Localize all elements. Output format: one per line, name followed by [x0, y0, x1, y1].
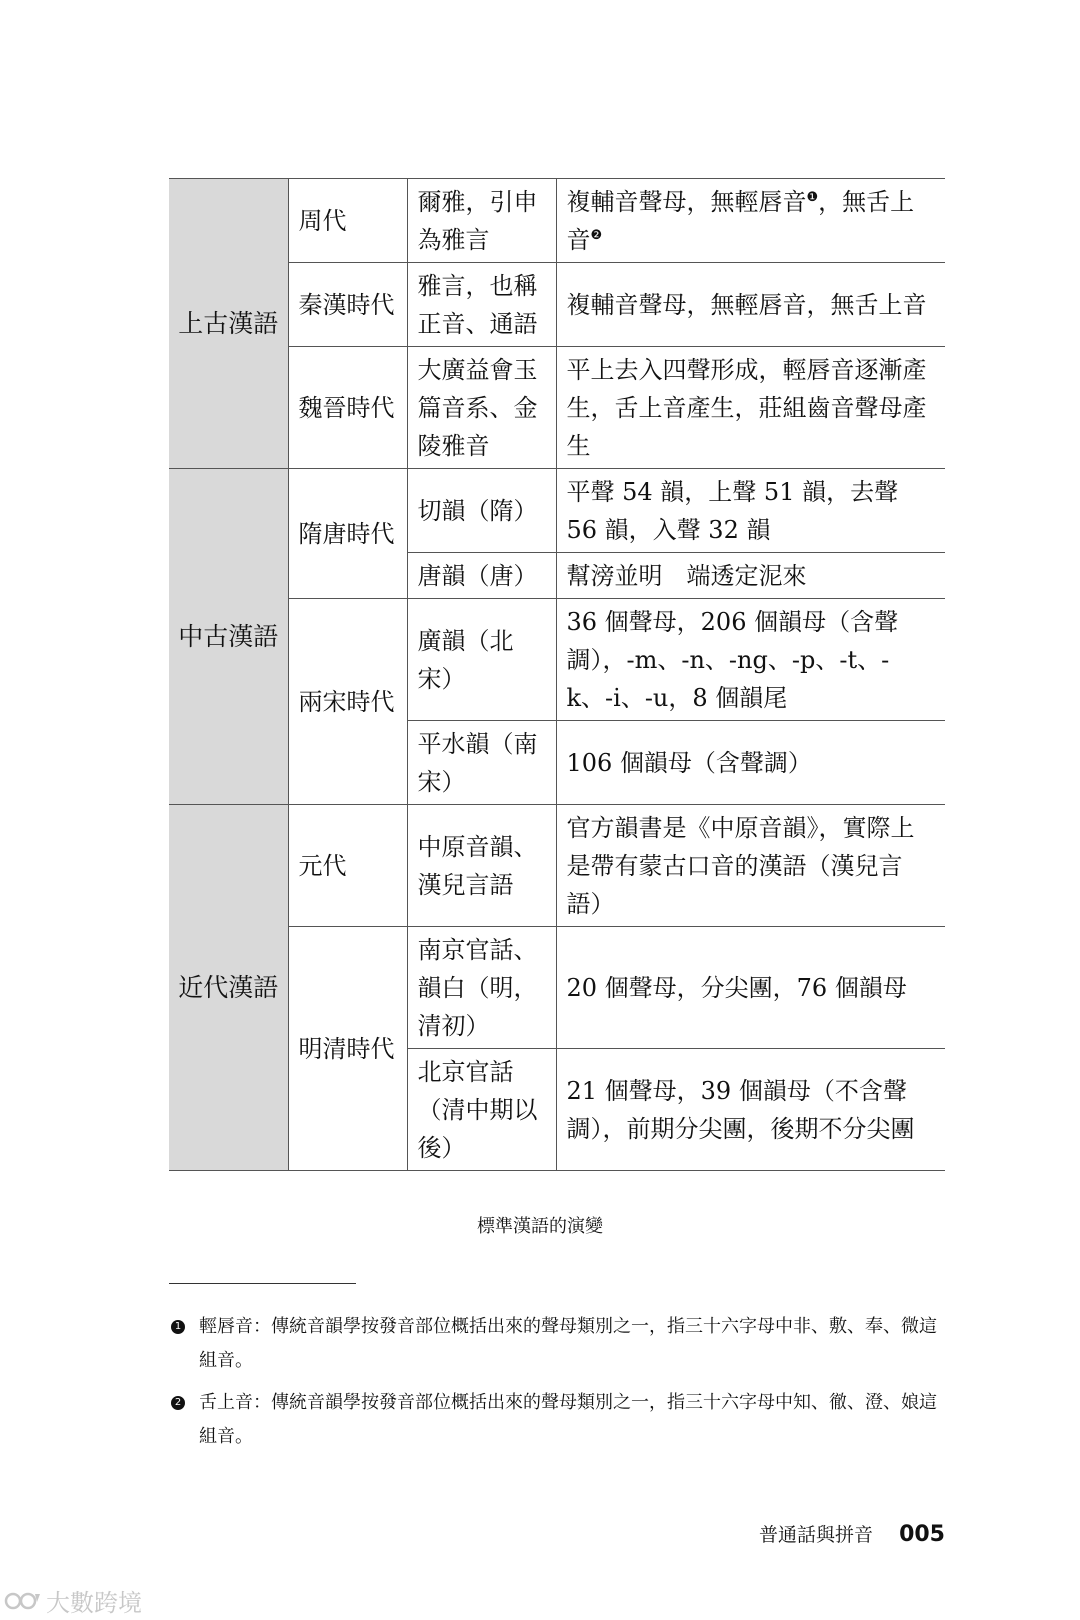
footnote-marker-1: 1 [171, 1320, 185, 1334]
evolution-table [169, 178, 945, 1171]
running-title: 普通話與拼音 [759, 1524, 874, 1546]
era-cell: 上古漢語 [169, 179, 288, 469]
era-cell: 近代漢語 [169, 805, 288, 1171]
footnote-ref-1[interactable]: ❶ [806, 189, 819, 205]
period-cell: 兩宋時代 [288, 599, 407, 805]
footnote-1 [169, 1310, 945, 1378]
table-row [169, 469, 945, 553]
source-cell: 中原音韻、漢兒言語 [407, 805, 556, 927]
watermark-logo-icon [4, 1590, 42, 1612]
watermark [4, 1583, 142, 1618]
footnote-divider [169, 1283, 356, 1284]
source-cell: 平水韻（南宋） [407, 721, 556, 805]
footnote-ref-2[interactable]: ❷ [590, 227, 603, 243]
description-cell: 複輔音聲母，無輕唇音，無舌上音 [556, 263, 945, 347]
source-cell: 廣韻（北宋） [407, 599, 556, 721]
page-footer [759, 1520, 945, 1547]
source-cell: 切韻（隋） [407, 469, 556, 553]
description-cell: 平聲 54 韻，上聲 51 韻，去聲 56 韻，入聲 32 韻 [556, 469, 945, 553]
era-cell: 中古漢語 [169, 469, 288, 805]
table-row [169, 805, 945, 927]
description-cell: 幫滂並明 端透定泥來 [556, 553, 945, 599]
description-cell: 20 個聲母，分尖團，76 個韻母 [556, 927, 945, 1049]
page-number: 005 [899, 1522, 945, 1547]
footnote-marker-2: 2 [171, 1396, 185, 1410]
description-cell: 官方韻書是《中原音韻》，實際上是帶有蒙古口音的漢語（漢兒言語） [556, 805, 945, 927]
description-cell: 複輔音聲母，無輕唇音$^❶$，無舌上音$^❷$ [556, 179, 945, 263]
footnote-text: 舌上音：傳統音韻學按發音部位概括出來的聲母類別之一，指三十六字母中知、徹、澄、娘這組音。 [199, 1392, 937, 1447]
source-cell: 大廣益會玉篇音系、金陵雅音 [407, 347, 556, 469]
period-cell: 魏晉時代 [288, 347, 407, 469]
description-cell: 平上去入四聲形成，輕唇音逐漸產生，舌上音產生，莊組齒音聲母產生 [556, 347, 945, 469]
footnote-2 [169, 1386, 945, 1454]
source-cell: 南京官話、韻白（明，清初） [407, 927, 556, 1049]
description-cell: 106 個韻母（含聲調） [556, 721, 945, 805]
footnotes [169, 1310, 945, 1462]
watermark-text: 大數跨境 [46, 1589, 142, 1617]
period-cell: 周代 [288, 179, 407, 263]
source-cell: 北京官話（清中期以後） [407, 1049, 556, 1171]
period-cell: 隋唐時代 [288, 469, 407, 599]
source-cell: 唐韻（唐） [407, 553, 556, 599]
description-cell: 21 個聲母，39 個韻母（不含聲調），前期分尖團，後期不分尖團 [556, 1049, 945, 1171]
footnote-text: 輕唇音：傳統音韻學按發音部位概括出來的聲母類別之一，指三十六字母中非、敷、奉、微這組音。 [199, 1316, 937, 1371]
description-cell: 36 個聲母，206 個韻母（含聲調），-m、-n、-ng、-p、-t、-k、-i、-u，8 個韻尾 [556, 599, 945, 721]
period-cell: 元代 [288, 805, 407, 927]
period-cell: 秦漢時代 [288, 263, 407, 347]
source-cell: 爾雅，引申為雅言 [407, 179, 556, 263]
table-row [169, 179, 945, 263]
period-cell: 明清時代 [288, 927, 407, 1171]
source-cell: 雅言，也稱正音、通語 [407, 263, 556, 347]
table-caption: 標準漢語的演變 [477, 1216, 603, 1237]
